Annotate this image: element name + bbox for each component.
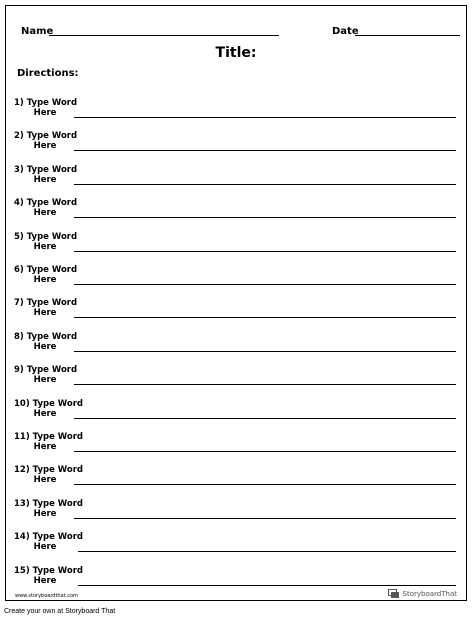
entry-word-line1: 11) Type Word — [14, 432, 84, 442]
entry-row — [6, 198, 466, 222]
entry-word — [14, 498, 84, 519]
entry-word-line1: 1) Type Word — [14, 98, 78, 108]
entry-word — [14, 332, 76, 352]
entry-word — [14, 198, 76, 218]
answer-line[interactable] — [74, 351, 456, 352]
answer-line[interactable] — [78, 585, 456, 586]
answer-line[interactable] — [74, 217, 456, 218]
entry-word-line1: 13) Type Word — [14, 498, 84, 509]
entry-word-line2: Here — [33, 542, 57, 553]
entry-word-line1: 10) Type Word — [14, 398, 84, 409]
entry-row — [6, 98, 466, 122]
entry-word — [14, 365, 76, 385]
entry-word — [14, 398, 84, 419]
entry-word-line2: Here — [33, 308, 57, 319]
answer-line[interactable] — [74, 251, 456, 252]
entry-word-line2: Here — [33, 341, 57, 352]
answer-line[interactable] — [74, 518, 456, 519]
entry-word-line2: Here — [33, 241, 57, 252]
entry-row — [6, 465, 466, 489]
directions-label: Directions: — [17, 68, 79, 79]
entry-word-line1: 4) Type Word — [14, 198, 78, 209]
entry-word — [14, 298, 76, 318]
answer-line[interactable] — [74, 117, 456, 118]
entry-word — [14, 265, 76, 285]
entry-word-line2: Here — [33, 108, 57, 118]
entry-word-line1: 7) Type Word — [14, 298, 78, 309]
answer-line[interactable] — [74, 150, 456, 151]
answer-line[interactable] — [74, 484, 456, 485]
entry-word-line2: Here — [33, 442, 57, 452]
entry-word-line2: Here — [33, 508, 57, 519]
brand — [388, 589, 457, 599]
footer-url: www.storyboardthat.com — [15, 593, 78, 599]
entry-word — [14, 432, 84, 452]
entry-word-line2: Here — [33, 575, 57, 586]
entry-word-line1: 12) Type Word — [14, 465, 84, 476]
entry-row — [6, 165, 466, 189]
entry-row — [6, 332, 466, 356]
entry-row — [6, 532, 466, 556]
entry-row — [6, 365, 466, 389]
entry-word — [14, 565, 84, 586]
entry-word-line1: 5) Type Word — [14, 231, 78, 242]
storyboardthat-logo-icon — [388, 589, 400, 599]
entry-row — [6, 399, 466, 423]
answer-line[interactable] — [74, 317, 456, 318]
date-line[interactable] — [355, 35, 460, 36]
entry-word-line2: Here — [33, 174, 57, 185]
entry-word-line1: 15) Type Word — [14, 565, 84, 576]
entry-word — [14, 465, 84, 486]
entry-word — [14, 232, 76, 252]
worksheet — [5, 5, 467, 601]
entry-row — [6, 298, 466, 322]
worksheet-title: Title: — [215, 45, 257, 61]
entry-word-line1: 9) Type Word — [14, 365, 78, 376]
entry-row — [6, 566, 466, 590]
answer-line[interactable] — [74, 418, 456, 419]
entry-row — [6, 499, 466, 523]
entry-row — [6, 232, 466, 256]
brand-name: StoryboardThat — [402, 590, 457, 598]
entry-word-line1: 8) Type Word — [14, 331, 78, 342]
answer-line[interactable] — [74, 184, 456, 185]
entry-word-line2: Here — [33, 208, 57, 219]
entry-word-line2: Here — [33, 475, 57, 486]
entry-row — [6, 432, 466, 456]
name-line[interactable] — [49, 35, 279, 36]
entry-row — [6, 131, 466, 155]
answer-line[interactable] — [78, 551, 456, 552]
entry-word — [14, 165, 76, 185]
answer-line[interactable] — [74, 384, 456, 385]
name-label: Name — [21, 26, 54, 37]
entry-word-line1: 14) Type Word — [14, 532, 84, 543]
entry-word-line1: 2) Type Word — [14, 131, 78, 142]
entry-row — [6, 265, 466, 289]
entry-word-line2: Here — [33, 375, 57, 386]
entry-word-line1: 6) Type Word — [14, 265, 78, 275]
answer-line[interactable] — [74, 451, 456, 452]
entry-word-line2: Here — [33, 408, 57, 419]
entry-word-line2: Here — [33, 141, 57, 152]
entry-word — [14, 131, 76, 151]
entry-word-line1: 3) Type Word — [14, 164, 78, 175]
answer-line[interactable] — [74, 284, 456, 285]
entry-word — [14, 532, 84, 553]
date-label: Date — [332, 26, 359, 37]
caption: Create your own at Storyboard That — [4, 608, 116, 615]
entry-word-line2: Here — [33, 275, 57, 285]
entry-word — [14, 98, 76, 118]
